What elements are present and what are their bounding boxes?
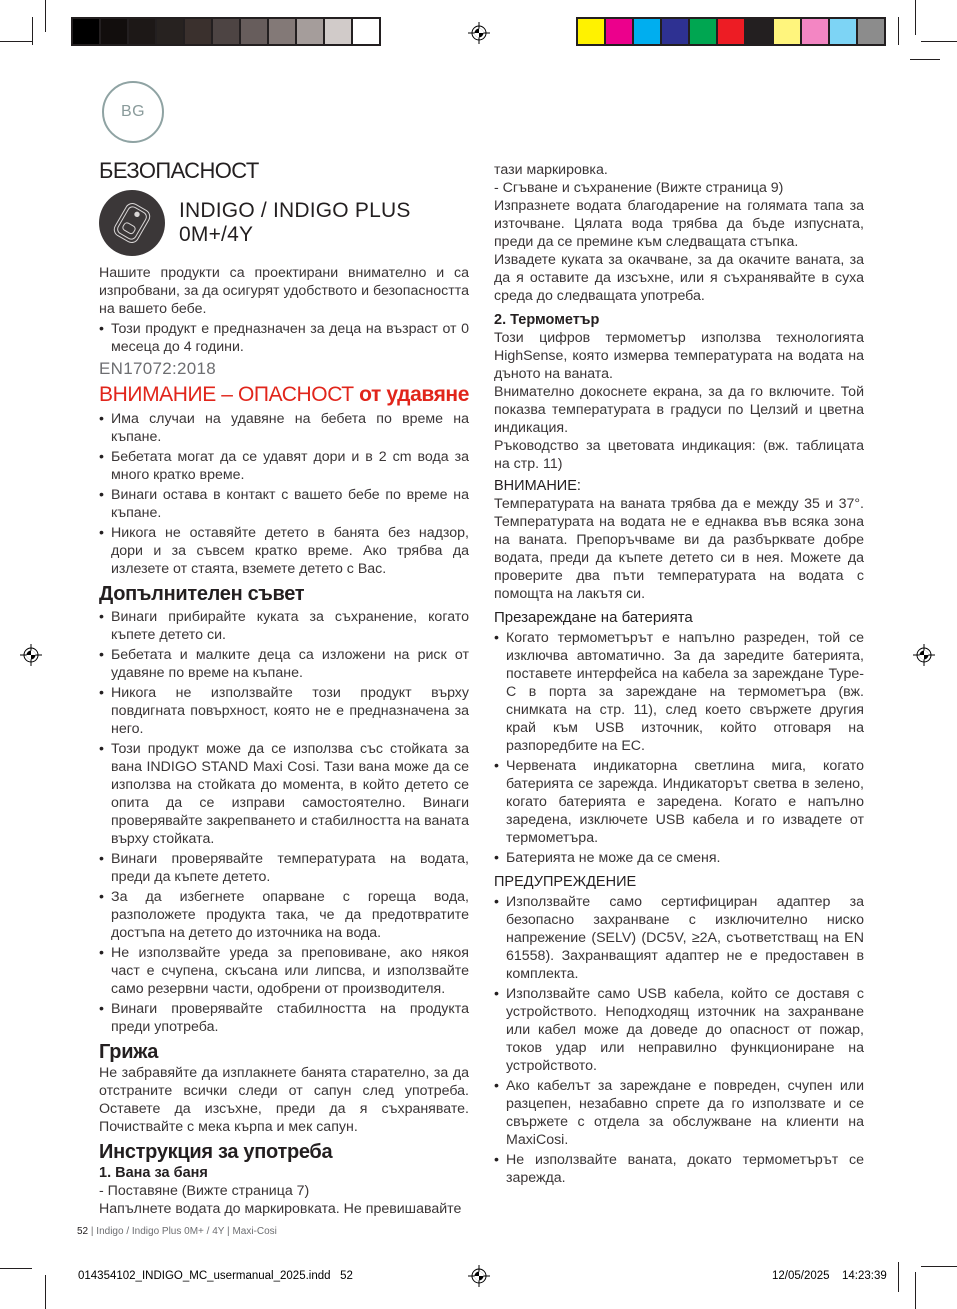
attention-title: ВНИМАНИЕ: (494, 478, 581, 494)
drowning-warning-title (99, 382, 469, 408)
color-swatch (185, 19, 211, 44)
footer-separator: | (227, 1226, 230, 1237)
thermometer-subtitle: 2. Термометър (494, 312, 600, 328)
list-item: • Използвайте само сертифициран адаптер за безопасно захранване с изключително ниско напрежение (SELV) (DC5V, ≥2A, съответстващ на EN 61558). Захранващият адаптер не е предоставен в комплекта. (494, 893, 864, 983)
list-item: • Винаги прибирайте куката за съхранение, когато къпете детето си. (99, 608, 469, 644)
color-swatch (634, 19, 660, 44)
language-badge: BG (102, 81, 164, 143)
right-column (494, 161, 864, 1189)
footer-separator: | (90, 1226, 94, 1237)
standard-code: EN17072:2018 (99, 359, 217, 378)
color-swatch (297, 19, 323, 44)
list-item: • Има случаи на удавяне на бебета по време на къпане. (99, 410, 469, 446)
page-footer (77, 1226, 277, 1237)
list-item: • Винаги проверявайте температурата на водата, преди да къпете детето. (99, 850, 469, 886)
thermometer-text: Ръководство за цветовата индикация: (вж. таблицата на стр. 11) (494, 438, 864, 472)
color-swatch (353, 19, 379, 44)
crop-mark (921, 41, 957, 42)
list-item: • Не използвайте ваната, докато термометърът се зарежда. (494, 1151, 864, 1187)
list-item: • Когато термометърът е напълно разреден, той се изключва автоматично. За да заредите батерията, поставете интерфейса на кабела за зареждане Type-C в порта за зареждане на термометъра (вж. снимката на стр. 11), след което свържете другия край към USB източник, който отговаря на разпоредбите на ЕС. (494, 629, 864, 755)
color-swatch (73, 19, 99, 44)
color-swatch (325, 19, 351, 44)
list-item: • Батерията не може да се сменя. (494, 849, 864, 867)
product-age-range: 0M+/4Y (179, 223, 254, 246)
gray-color-bar (71, 17, 381, 46)
bath-step: - Поставяне (Вижте страница 7) (99, 1183, 310, 1199)
attention-text: Температурата на ваната трябва да е между 35 и 37°. Температурата на водата не е еднаква във всяка зона на ваната. Препоръчваме ви да разбърквате добре водата, преди да къпете детето си в нея. Можете да проверите два пъти температурата на водата с помощта на лакътя си. (494, 496, 864, 602)
list-item: • Никога не използвайте този продукт върху повдигната повърхност, която не е предназначена за него. (99, 684, 469, 738)
list-item: • Използвайте само USB кабела, който се доставя с устройството. Неподходящ източник на захранване или кабел може да доведе до опасност от пожар, токов удар или неправилно функциониране на устройството. (494, 985, 864, 1075)
fold-step: - Сгъване и съхранение (Вижте страница 9) (494, 180, 784, 196)
page-number: 52 (77, 1226, 89, 1237)
left-column (99, 158, 469, 1218)
color-swatch (774, 19, 800, 44)
warning2-title: ПРЕДУПРЕЖДЕНИЕ (494, 874, 637, 890)
battery-title: Презареждане на батерията (494, 609, 693, 626)
color-swatch (858, 19, 884, 44)
color-swatch (606, 19, 632, 44)
list-item: • Никога не оставяйте детето в банята без надзор, дори и за съвсем кратко време. Ако трябва да излезете от стаята, вземете детето с Вас. (99, 524, 469, 578)
color-swatch (213, 19, 239, 44)
slug-time: 14:23:39 (842, 1270, 887, 1282)
product-header (99, 190, 469, 256)
list-item: • Бебетата и малките деца са изложени на риск от удавяне по време на къпане. (99, 646, 469, 682)
fold-text: Извадете куката за окачване, за да окачите ваната, за да я оставите да изсъхне, или я съхранявайте в суха среда до следващата употреба. (494, 252, 864, 304)
thermometer-text: Внимателно докоснете екрана, за да го включите. Той показва температурата в градуси по Целзий и цветна индикация. (494, 384, 864, 436)
crop-mark (915, 0, 916, 35)
care-title: Грижа (99, 1041, 159, 1063)
thermometer-text: Този цифров термометър използва технологията HighSense, която измерва температурата на водата на дъното на ваната. (494, 330, 864, 382)
bath-text: Напълнете водата до маркировката. Не превишавайте (99, 1201, 462, 1217)
intro-bullets (99, 320, 469, 356)
list-item: • Бебетата могат да се удавят дори и в 2 cm вода за много кратко време. (99, 448, 469, 484)
list-item: • За да избегнете опарване с гореща вода, разположете продукта така, че да предотвратите достъпа на детето до източника на вода. (99, 888, 469, 942)
warning-bullets (99, 410, 469, 578)
list-item: • Червената индикаторна светлина мига, когато батерията се зарежда. Индикаторът светва в зелено, когато батерията е заредена. Когато е напълно заредена, изключете USB кабела и го извадете от термометъра. (494, 757, 864, 847)
color-swatch (101, 19, 127, 44)
color-swatch (718, 19, 744, 44)
intro-text: Нашите продукти са проектирани внимателно и са изпробвани, за да осигурят удобството и безопасността на вашето бебе. (99, 265, 469, 317)
list-item: • Ако кабелът за зареждане е повреден, счупен или разцепен, незабавно спрете да го използвате и се свържете с отдела за обслужване на клиенти на MaxiCosi. (494, 1077, 864, 1149)
color-swatch (157, 19, 183, 44)
crop-mark (921, 1266, 957, 1267)
instructions-title: Инструкция за употреба (99, 1141, 333, 1163)
crop-mark (915, 1272, 916, 1309)
crop-mark (32, 17, 33, 45)
crop-mark (45, 1275, 46, 1309)
list-item: • Винаги остава в контакт с вашето бебе по време на къпане. (99, 486, 469, 522)
color-swatch (690, 19, 716, 44)
color-swatch (662, 19, 688, 44)
registration-mark-icon (468, 1265, 490, 1287)
bath-subtitle: 1. Вана за баня (99, 1165, 208, 1181)
care-text: Не забравяйте да изплакнете банята старателно, за да отстраните всички следи от сапун след употреба. Оставете да изсъхне, преди да я съхранявате. Почиствайте с мека кърпа и мек сапун. (99, 1065, 469, 1135)
crop-mark (0, 1268, 32, 1269)
advice-bullets (99, 608, 469, 1036)
fold-text: Изпразнете водата благодарение на голямата тапа за източване. Цялата вода трябва да бъде изпусната, преди да се премине към следващата стъпка. (494, 198, 864, 250)
list-item: • Този продукт е предназначен за деца на възраст от 0 месеца до 4 години. (99, 320, 469, 356)
safety-title: БЕЗОПАСНОСТ (99, 158, 259, 183)
bathtub-product-icon (99, 190, 165, 256)
registration-mark-icon (913, 644, 935, 666)
color-swatch (802, 19, 828, 44)
color-swatch (269, 19, 295, 44)
list-item: • Не използвайте уреда за преповиване, ако някоя част е счупена, скъсана или липсва, и използвайте само резервни части, одобрени от производителя. (99, 944, 469, 998)
footer-product: Indigo / Indigo Plus 0M+ / 4Y (96, 1226, 225, 1237)
color-swatch (746, 19, 772, 44)
bath-text-continued: тази маркировка. (494, 162, 608, 178)
slug-filename: 014354102_INDIGO_MC_usermanual_2025.indd 52 (78, 1270, 353, 1282)
list-item: • Винаги проверявайте стабилността на продукта преди употреба. (99, 1000, 469, 1036)
crop-mark (898, 17, 899, 45)
cmyk-color-bar (576, 17, 886, 46)
crop-mark (0, 41, 32, 42)
color-swatch (830, 19, 856, 44)
color-swatch (129, 19, 155, 44)
color-swatch (578, 19, 604, 44)
slug-date: 12/05/2025 (772, 1270, 830, 1282)
advice-title: Допълнителен съвет (99, 583, 305, 605)
registration-mark-icon (468, 22, 490, 44)
list-item: • Този продукт може да се използва със стойката за вана INDIGO STAND Maxi Cosi. Тази вана може да се използва на стойката до момента, в който детето се опита да се изправи самостоятелно. Винаги проверявайте закрепването и стабилността на ваната върху стойката. (99, 740, 469, 848)
crop-mark (45, 0, 46, 32)
warning-title-rest: от удавяне (353, 383, 469, 406)
footer-brand: Maxi-Cosi (232, 1226, 277, 1237)
warning2-bullets (494, 893, 864, 1187)
product-name: INDIGO / INDIGO PLUS (179, 199, 411, 222)
crop-mark (898, 1262, 899, 1292)
color-swatch (241, 19, 267, 44)
warning-title-caps: ВНИМАНИЕ – ОПАСНОСТ (99, 383, 354, 406)
registration-mark-icon (20, 644, 42, 666)
battery-bullets (494, 629, 864, 867)
crop-mark (910, 59, 940, 60)
